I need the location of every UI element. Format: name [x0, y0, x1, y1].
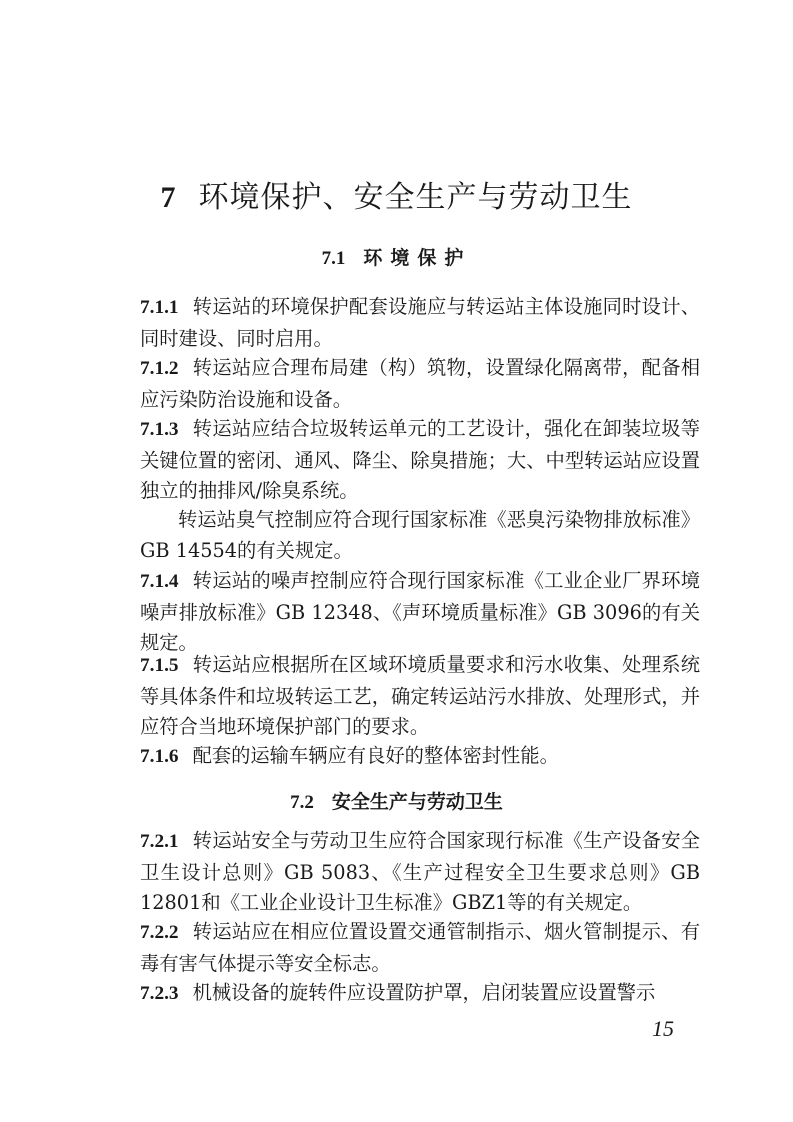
- section-heading: [0, 789, 793, 816]
- clause-text: 配套的运输车辆应有良好的整体密封性能。: [192, 744, 559, 767]
- clause-number: 7.1.4: [140, 571, 179, 592]
- clause-paragraph: [140, 826, 700, 919]
- clause-text: 转运站应合理布局建（构）筑物，设置绿化隔离带，配备相应污染防治设施和设备。: [140, 356, 700, 411]
- page-number: 15: [652, 1016, 674, 1041]
- section-title-text: 安全生产与劳动卫生: [331, 791, 503, 813]
- clause-paragraph: [140, 650, 700, 743]
- clause-paragraph: [140, 292, 700, 354]
- clause-number: 7.2.3: [140, 983, 179, 1004]
- clause-paragraph: [140, 414, 700, 507]
- clause-number: 7.1.3: [140, 419, 179, 440]
- chapter-number: 7: [160, 181, 177, 214]
- clause-text: 转运站应根据所在区域环境质量要求和污水收集、处理系统等具体条件和垃圾转运工艺，确定转运站污水排放、处理形式，并应符合当地环境保护部门的要求。: [140, 653, 700, 738]
- clause-number: 7.2.2: [140, 922, 179, 943]
- section-heading: [0, 245, 793, 272]
- clause-text: 转运站的环境保护配套设施应与转运站主体设施同时设计、同时建设、同时启用。: [140, 295, 700, 350]
- clause-number: 7.2.1: [140, 831, 179, 852]
- clause-text: 转运站臭气控制应符合现行国家标准《恶臭污染物排放标准》GB 14554的有关规定。: [140, 508, 700, 562]
- clause-text: 转运站应结合垃圾转运单元的工艺设计，强化在卸装垃圾等关键位置的密闭、通风、降尘、除臭措施；大、中型转运站应设置独立的抽排风/除臭系统。: [140, 417, 700, 502]
- clause-text: 转运站安全与劳动卫生应符合国家现行标准《生产设备安全卫生设计总则》GB 5083、《生产过程安全卫生要求总则》GB 12801和《工业企业设计卫生标准》GBZ1等的有关规定。: [140, 829, 700, 914]
- section-number: 7.2: [290, 792, 314, 813]
- clause-paragraph: [140, 741, 700, 773]
- clause-text: 转运站的噪声控制应符合现行国家标准《工业企业厂界环境噪声排放标准》GB 12348、《声环境质量标准》GB 3096的有关规定。: [140, 569, 700, 654]
- clause-text: 机械设备的旋转件应设置防护罩，启闭装置应设置警示: [192, 981, 656, 1004]
- clause-number: 7.1.1: [140, 297, 179, 318]
- chapter-title-text: 环境保护、安全生产与劳动卫生: [198, 180, 633, 215]
- clause-text: 转运站应在相应位置设置交通管制指示、烟火管制提示、有毒有害气体提示等安全标志。: [140, 920, 700, 975]
- clause-number: 7.1.2: [140, 358, 179, 379]
- clause-paragraph: [140, 353, 700, 415]
- section-number: 7.1: [321, 248, 346, 269]
- clause-paragraph: [140, 978, 700, 1010]
- chapter-title: [0, 178, 793, 218]
- clause-paragraph: [140, 917, 700, 979]
- clause-number: 7.1.6: [140, 746, 179, 767]
- clause-paragraph: [140, 566, 700, 659]
- clause-number: 7.1.5: [140, 655, 179, 676]
- section-title-text: 环境保护: [363, 247, 472, 269]
- clause-continuation-paragraph: [140, 505, 700, 566]
